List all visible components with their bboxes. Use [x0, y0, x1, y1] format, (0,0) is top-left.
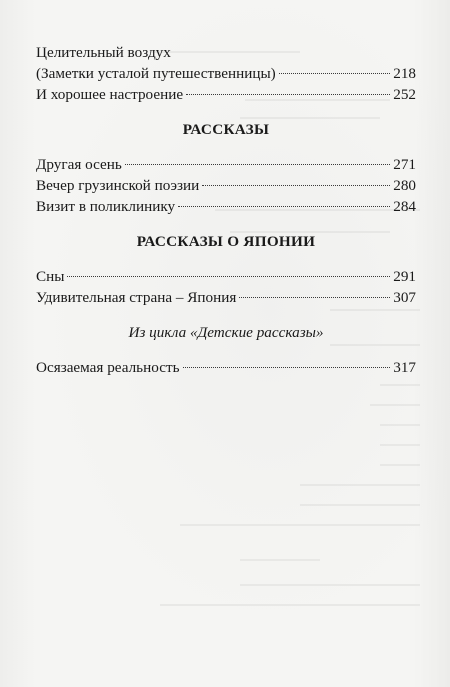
table-of-contents: [36, 42, 416, 378]
toc-entry-title: (Заметки усталой путешественницы): [36, 65, 276, 82]
toc-entry: [36, 84, 416, 105]
toc-entry-title: Визит в поликлинику: [36, 198, 176, 215]
toc-entry-page: 218: [393, 65, 416, 82]
toc-entry-page: 284: [393, 198, 416, 215]
toc-entry-title: Вечер грузинской поэзии: [36, 177, 200, 194]
toc-entry-page: 280: [393, 177, 416, 194]
dot-leader: [186, 94, 390, 95]
toc-entry: [36, 42, 416, 63]
toc-entry-page: 291: [393, 268, 416, 285]
section-heading-japan: РАССКАЗЫ О ЯПОНИИ: [136, 233, 316, 250]
toc-entry-title: Целительный воздух: [36, 44, 171, 61]
dot-leader: [183, 367, 391, 368]
dot-leader: [67, 276, 390, 277]
spacer: [36, 217, 416, 231]
toc-entry: [36, 196, 416, 217]
toc-entry-page: 252: [393, 86, 416, 103]
toc-entry-page: 307: [393, 289, 416, 306]
spacer: [36, 105, 416, 119]
toc-entry-title: Сны: [36, 268, 65, 285]
spacer: [36, 141, 416, 154]
dot-leader: [202, 185, 390, 186]
dot-leader: [178, 206, 390, 207]
toc-entry: [36, 287, 416, 308]
dot-leader: [239, 297, 390, 298]
toc-entry-page: 317: [393, 359, 416, 376]
spacer: [36, 308, 416, 322]
toc-entry-title: Осязаемая реальность: [36, 359, 180, 376]
spacer: [36, 344, 416, 357]
toc-entry: [36, 266, 416, 287]
toc-entry-title: Удивительная страна – Япония: [36, 289, 237, 306]
section-heading-stories: РАССКАЗЫ: [182, 121, 270, 138]
toc-entry: [36, 357, 416, 378]
dot-leader: [125, 164, 390, 165]
section-subheading-children: Из цикла «Детские рассказы»: [128, 324, 324, 341]
toc-entry: [36, 175, 416, 196]
dot-leader: [279, 73, 391, 74]
toc-entry: [36, 63, 416, 84]
toc-entry: [36, 154, 416, 175]
toc-entry-title: И хорошее настроение: [36, 86, 184, 103]
spacer: [36, 253, 416, 266]
toc-entry-page: 271: [393, 156, 416, 173]
toc-entry-title: Другая осень: [36, 156, 122, 173]
